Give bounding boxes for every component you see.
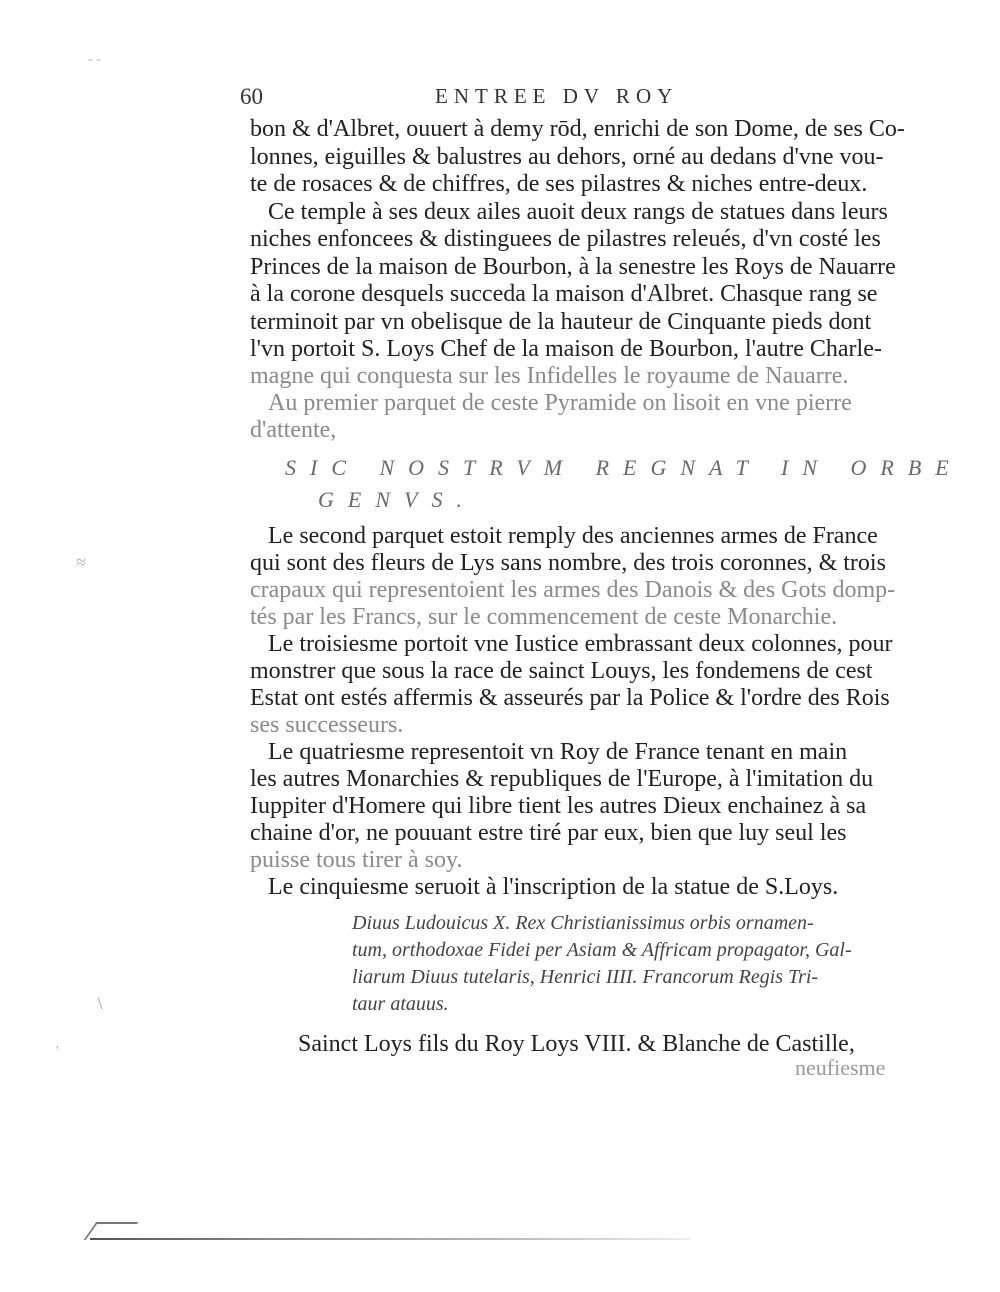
text-line: puisse tous tirer à soy. [250,847,463,873]
text-line: Le second parquet estoit remply des anciennes armes de France [268,523,878,549]
text-line: Le quatriesme representoit vn Roy de France tenant en main [268,739,848,765]
text-line: terminoit par vn obelisque de la hauteur de Cinquante pieds dont [250,309,872,335]
text-line: Princes de la maison de Bourbon, à la senestre les Roys de Nauarre [250,254,896,280]
text-line: qui sont des fleurs de Lys sans nombre, des trois coronnes, & trois [250,550,886,576]
text-line: chaine d'or, ne pouuant estre tiré par eux, bien que luy seul les [250,820,847,846]
text-line: Le cinquiesme seruoit à l'inscription de la statue de S.Loys. [268,874,839,900]
motto-line: GENVS. [318,487,476,512]
latin-inscription-line: Diuus Ludouicus X. Rex Christianissimus orbis ornamen- [352,912,814,934]
page-number: 60 [240,84,263,109]
text-line: les autres Monarchies & republiques de l'Europe, à l'imitation du [250,766,874,792]
text-line: bon & d'Albret, ouuert à demy rōd, enrichi de son Dome, de ses Co- [250,116,905,142]
latin-inscription-line: tum, orthodoxae Fidei per Asiam & Affricam propagator, Gal- [352,939,852,961]
text-line: Ce temple à ses deux ailes auoit deux rangs de statues dans leurs [268,199,888,225]
text-line: monstrer que sous la race de sainct Louys, les fondemens de cest [250,658,873,684]
text-line: ses successeurs. [250,712,404,738]
text-line: Estat ont estés affermis & asseurés par la Police & l'ordre des Rois [250,685,890,711]
text-line: niches enfoncees & distinguees de pilastres releués, d'vn costé les [250,226,881,252]
text-line: Le troisiesme portoit vne Iustice embrassant deux colonnes, pour [268,631,893,657]
scan-speck: ' [56,1044,59,1059]
latin-inscription-line: taur atauus. [352,993,449,1015]
text-line: lonnes, eiguilles & balustres au dehors, orné au dedans d'vne vou- [250,144,884,170]
text-line: Sainct Loys fils du Roy Loys VIII. & Blanche de Castille, [298,1031,855,1057]
text-line: tés par les Francs, sur le commencement de ceste Monarchie. [250,604,838,630]
text-line: Iuppiter d'Homere qui libre tient les autres Dieux enchainez à sa [250,793,867,819]
running-title: ENTREE DV ROY [435,84,679,108]
text-line: Au premier parquet de ceste Pyramide on lisoit en vne pierre [268,390,852,416]
text-line: d'attente, [250,417,337,443]
text-line: te de rosaces & de chiffres, de ses pilastres & niches entre-deux. [250,171,868,197]
text-line: l'vn portoit S. Loys Chef de la maison de Bourbon, l'autre Charle- [250,336,882,362]
scan-edge-rule [90,1238,690,1240]
text-line: magne qui conquesta sur les Infidelles le royaume de Nauarre. [250,363,849,389]
scan-speck: ∖ [95,997,104,1012]
text-line: à la corone desquels succeda la maison d'Albret. Chasque rang se [250,281,878,307]
margin-mark: ≈ [76,552,86,572]
latin-inscription-line: liarum Diuus tutelaris, Henrici IIII. Francorum Regis Tri- [352,966,819,988]
running-head [240,84,885,114]
motto-line: SIC NOSTRVM REGNAT IN ORBE [285,455,963,480]
catchword: neufiesme [795,1055,886,1080]
scan-speck: - - [88,52,101,67]
text-line: crapaux qui representoient les armes des Danois & des Gots domp- [250,577,896,603]
